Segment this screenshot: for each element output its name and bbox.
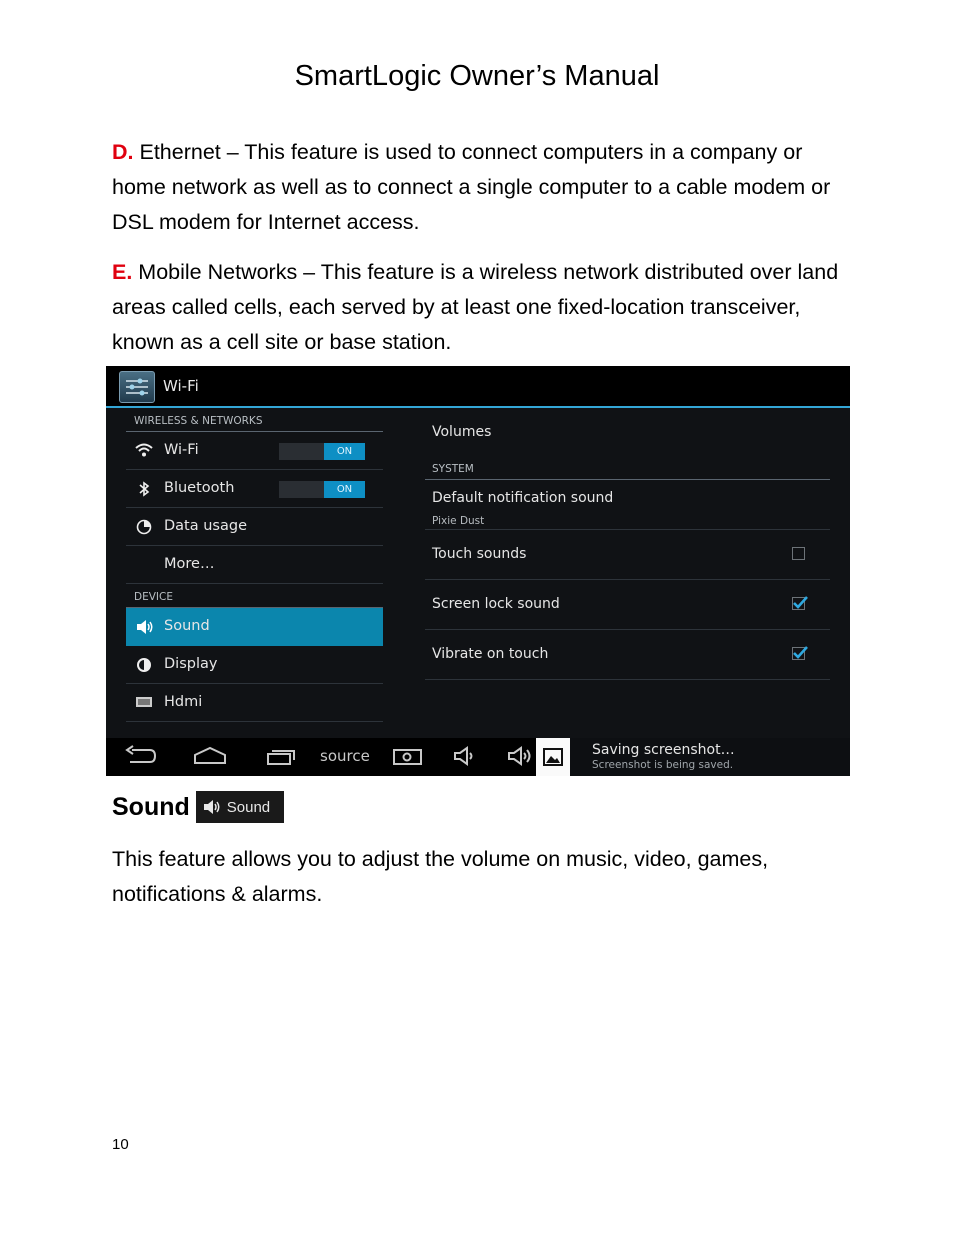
sound-heading-text: Sound <box>112 792 190 821</box>
settings-item-more[interactable] <box>126 546 383 584</box>
settings-item-label: Display <box>164 656 218 672</box>
settings-screenshot <box>106 366 850 776</box>
settings-item-label: More… <box>164 556 215 572</box>
paragraph-ethernet <box>112 135 852 240</box>
touch-sounds-checkbox[interactable] <box>792 547 805 560</box>
home-icon[interactable] <box>192 745 228 771</box>
back-icon[interactable] <box>124 745 158 771</box>
source-button[interactable]: source <box>320 747 370 765</box>
bluetooth-icon <box>135 481 153 501</box>
settings-item-label: Hdmi <box>164 694 203 710</box>
screenshot-camera-icon[interactable] <box>392 745 424 771</box>
screen-lock-sound-checkbox[interactable] <box>792 597 805 610</box>
sound-item-label: Default notification sound <box>432 490 614 506</box>
speaker-icon <box>202 799 222 815</box>
settings-item-label: Bluetooth <box>164 480 235 496</box>
section-header-device: DEVICE <box>126 584 383 608</box>
sound-chip <box>196 791 284 823</box>
settings-item-label: Wi-Fi <box>164 442 199 458</box>
paragraph-sound: This feature allows you to adjust the volume on music, video, games, notifications & alarms. <box>112 847 769 906</box>
sound-item-vibrate-on-touch[interactable] <box>425 630 830 680</box>
volume-down-icon[interactable] <box>452 745 480 771</box>
sound-item-screen-lock-sound[interactable] <box>425 580 830 630</box>
navigation-bar <box>106 738 850 776</box>
settings-item-data-usage[interactable] <box>126 508 383 546</box>
toggle-on-label: ON <box>324 443 365 460</box>
toggle-on-label: ON <box>324 481 365 498</box>
hdmi-icon <box>135 695 153 713</box>
volume-up-icon[interactable] <box>506 745 536 771</box>
sound-item-default-notification[interactable] <box>425 480 830 530</box>
sound-item-touch-sounds[interactable] <box>425 530 830 580</box>
action-bar <box>106 366 850 408</box>
bluetooth-toggle[interactable] <box>279 481 365 498</box>
item-letter-e: E. <box>112 260 133 284</box>
sound-item-label: Vibrate on touch <box>432 646 549 662</box>
sound-item-value: Pixie Dust <box>432 515 485 527</box>
notification-subtitle: Screenshot is being saved. <box>592 759 734 771</box>
settings-right-pane <box>425 408 830 680</box>
recent-apps-icon[interactable] <box>264 745 298 771</box>
brightness-icon <box>135 657 153 677</box>
item-letter-d: D. <box>112 140 134 164</box>
settings-item-bluetooth[interactable] <box>126 470 383 508</box>
section-header-wireless: WIRELESS & NETWORKS <box>126 408 383 432</box>
image-icon <box>536 738 570 776</box>
paragraph-mobile-networks-text: Mobile Networks – This feature is a wireless network distributed over land areas called cells, each served by at least one fixed-location transceiver, known as a cell site or base station. <box>112 260 839 354</box>
settings-app-icon[interactable] <box>119 371 155 403</box>
wifi-toggle[interactable] <box>279 443 365 460</box>
speaker-icon <box>135 619 155 639</box>
paragraph-mobile-networks <box>112 255 852 360</box>
page-number: 10 <box>112 1136 129 1153</box>
sound-item-label: Touch sounds <box>432 546 527 562</box>
sound-item-label: Screen lock sound <box>432 596 560 612</box>
vibrate-on-touch-checkbox[interactable] <box>792 647 805 660</box>
sound-item-label: Volumes <box>432 424 492 440</box>
wifi-icon <box>135 443 153 461</box>
settings-item-sound[interactable] <box>126 608 383 646</box>
settings-item-label: Data usage <box>164 518 247 534</box>
settings-left-pane <box>126 408 383 722</box>
sound-section-heading <box>112 789 284 825</box>
settings-item-label: Sound <box>164 618 210 634</box>
section-header-system: SYSTEM <box>425 456 830 480</box>
sound-chip-label: Sound <box>226 798 271 816</box>
sound-item-volumes[interactable] <box>425 408 830 456</box>
action-bar-title: Wi-Fi <box>163 377 199 395</box>
screenshot-notification[interactable] <box>536 738 850 776</box>
settings-item-hdmi[interactable] <box>126 684 383 722</box>
notification-title: Saving screenshot… <box>592 742 735 758</box>
paragraph-ethernet-text: Ethernet – This feature is used to connect computers in a company or home network as well as to connect a single computer to a cable modem or DSL modem for Internet access. <box>112 140 831 234</box>
settings-item-wifi[interactable] <box>126 432 383 470</box>
data-usage-icon <box>135 519 153 539</box>
settings-item-display[interactable] <box>126 646 383 684</box>
document-title: SmartLogic Owner’s Manual <box>294 60 660 92</box>
